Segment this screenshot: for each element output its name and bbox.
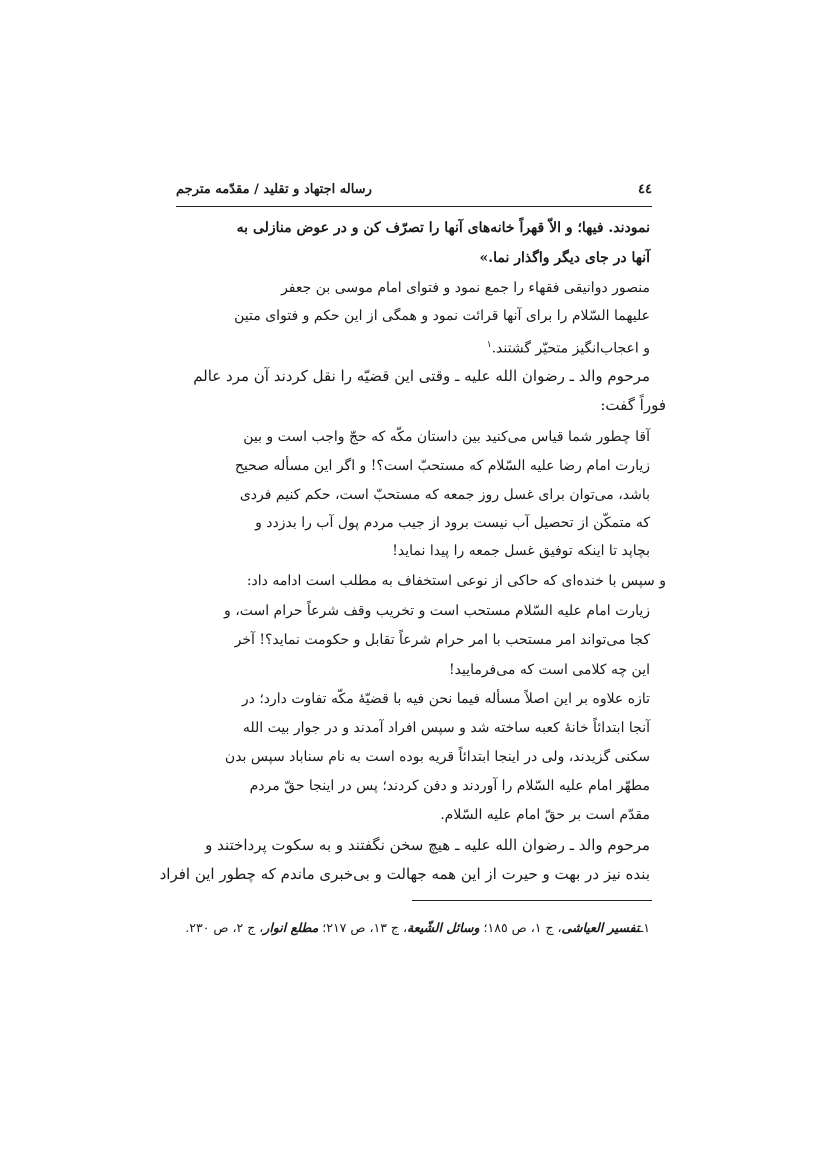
footnote-number: ١ـ: [639, 920, 650, 935]
footnote-rule: [412, 900, 652, 901]
text-line-22: مرحوم والد ـ رضوان الله علیه ـ هیچ سخن نگفتند و به سکوت پرداختند و: [205, 836, 650, 854]
header-rule: [176, 206, 652, 207]
quote-line-11: سکنی گزیدند، ولی در اینجا ابتدائاً قریه بوده است به نام سناباد سپس بدن: [224, 749, 650, 765]
quote-line-8: این چه کلامی است که می‌فرمایید!: [448, 662, 650, 678]
quote-line-9: تازه علاوه بر این اصلاً مسأله فیما نحن فیه با قضیّهٔ مکّه تفاوت دارد؛ در: [241, 691, 650, 707]
quote-line-4: که متمکّن از تحصیل آب نیست برود از جیب مردم پول آب را بدزدد و: [255, 515, 650, 531]
quote-line-2: زیارت امام رضا علیه السّلام که مستحبّ است؟! و اگر این مسأله صحیح: [234, 458, 650, 474]
quote-line-5: بچاپد تا اینکه توفیق غسل جمعه را پیدا نماید!: [392, 543, 650, 559]
page-header: [176, 180, 652, 204]
quote-line-7: کجا می‌تواند امر مستحب با امر حرام شرعاً تقابل و حکومت نماید؟! آخر: [234, 632, 650, 648]
running-title: رساله اجتهاد و تقلید / مقدّمه مترجم: [176, 182, 372, 197]
text-line-1: نمودند. فیها؛ و الاّ قهراً خانه‌های آنها را تصرّف کن و در عوض منازلی به: [236, 220, 650, 236]
text-line-4: علیهما السّلام را برای آنها قرائت نمود و همگی از این حکم و فتوای متین: [234, 308, 650, 324]
quote-line-12: مطهّر امام علیه السّلام را آوردند و دفن کردند؛ پس در اینجا حقّ مردم: [249, 778, 650, 794]
text-line-6: مرحوم والد ـ رضوان الله علیه ـ وقتی این قضیّه را نقل کردند آن مرد عالم: [193, 367, 650, 385]
text-line-5: [174, 335, 650, 359]
quote-line-1: آقا چطور شما قیاس می‌کنید بین داستان مکّه که حجّ واجب است و بین: [243, 429, 650, 445]
footnote: [174, 918, 650, 938]
footnote-ref-3: ، ج ٢، ص ٢٣٠.: [185, 920, 264, 935]
text-line-7: فوراً گفت:: [600, 396, 666, 414]
text-line-23: بنده نیز در بهت و حیرت از این همه جهالت و بی‌خبری ماندم که چطور این افراد: [159, 865, 650, 883]
quote-line-6: زیارت امام علیه السّلام مستحب است و تخریب وقف شرعاً حرام است، و: [223, 603, 650, 619]
footnote-ref-2: ، ج ١٣، ص ٢١٧؛: [318, 920, 407, 935]
page-number: ٤٤: [638, 182, 652, 197]
text-line-3: منصور دوانیقی فقهاء را جمع نمود و فتوای امام موسی بن جعفر: [281, 280, 650, 296]
quote-line-3: باشد، می‌توان برای غسل روز جمعه که مستحبّ است، حکم کنیم فردی: [239, 487, 650, 503]
quote-line-10: آنجا ابتدائاً خانهٔ کعبه ساخته شد و سپس افراد آمدند و در جوار بیت الله: [242, 720, 650, 736]
text-line-5-body: و اعجاب‌انگیز متحیّر گشتند.: [491, 340, 650, 357]
quote-line-13: مقدّم است بر حقّ امام علیه السّلام.: [440, 807, 650, 823]
footnote-marker: ١: [486, 340, 492, 350]
footnote-ref-1: ، ج ١، ص ١٨٥؛: [479, 920, 562, 935]
footnote-source-2: وسائل الشّیعة: [407, 920, 480, 935]
footnote-source-1: تفسیر العیاشی: [561, 920, 640, 935]
footnote-source-3: مطلع انوار: [263, 920, 319, 935]
text-line-13: و سپس با خنده‌ای که حاکی از نوعی استخفاف به مطلب است ادامه داد:: [246, 573, 666, 589]
text-line-2: آنها در جای دیگر واگذار نما.»: [479, 250, 650, 266]
